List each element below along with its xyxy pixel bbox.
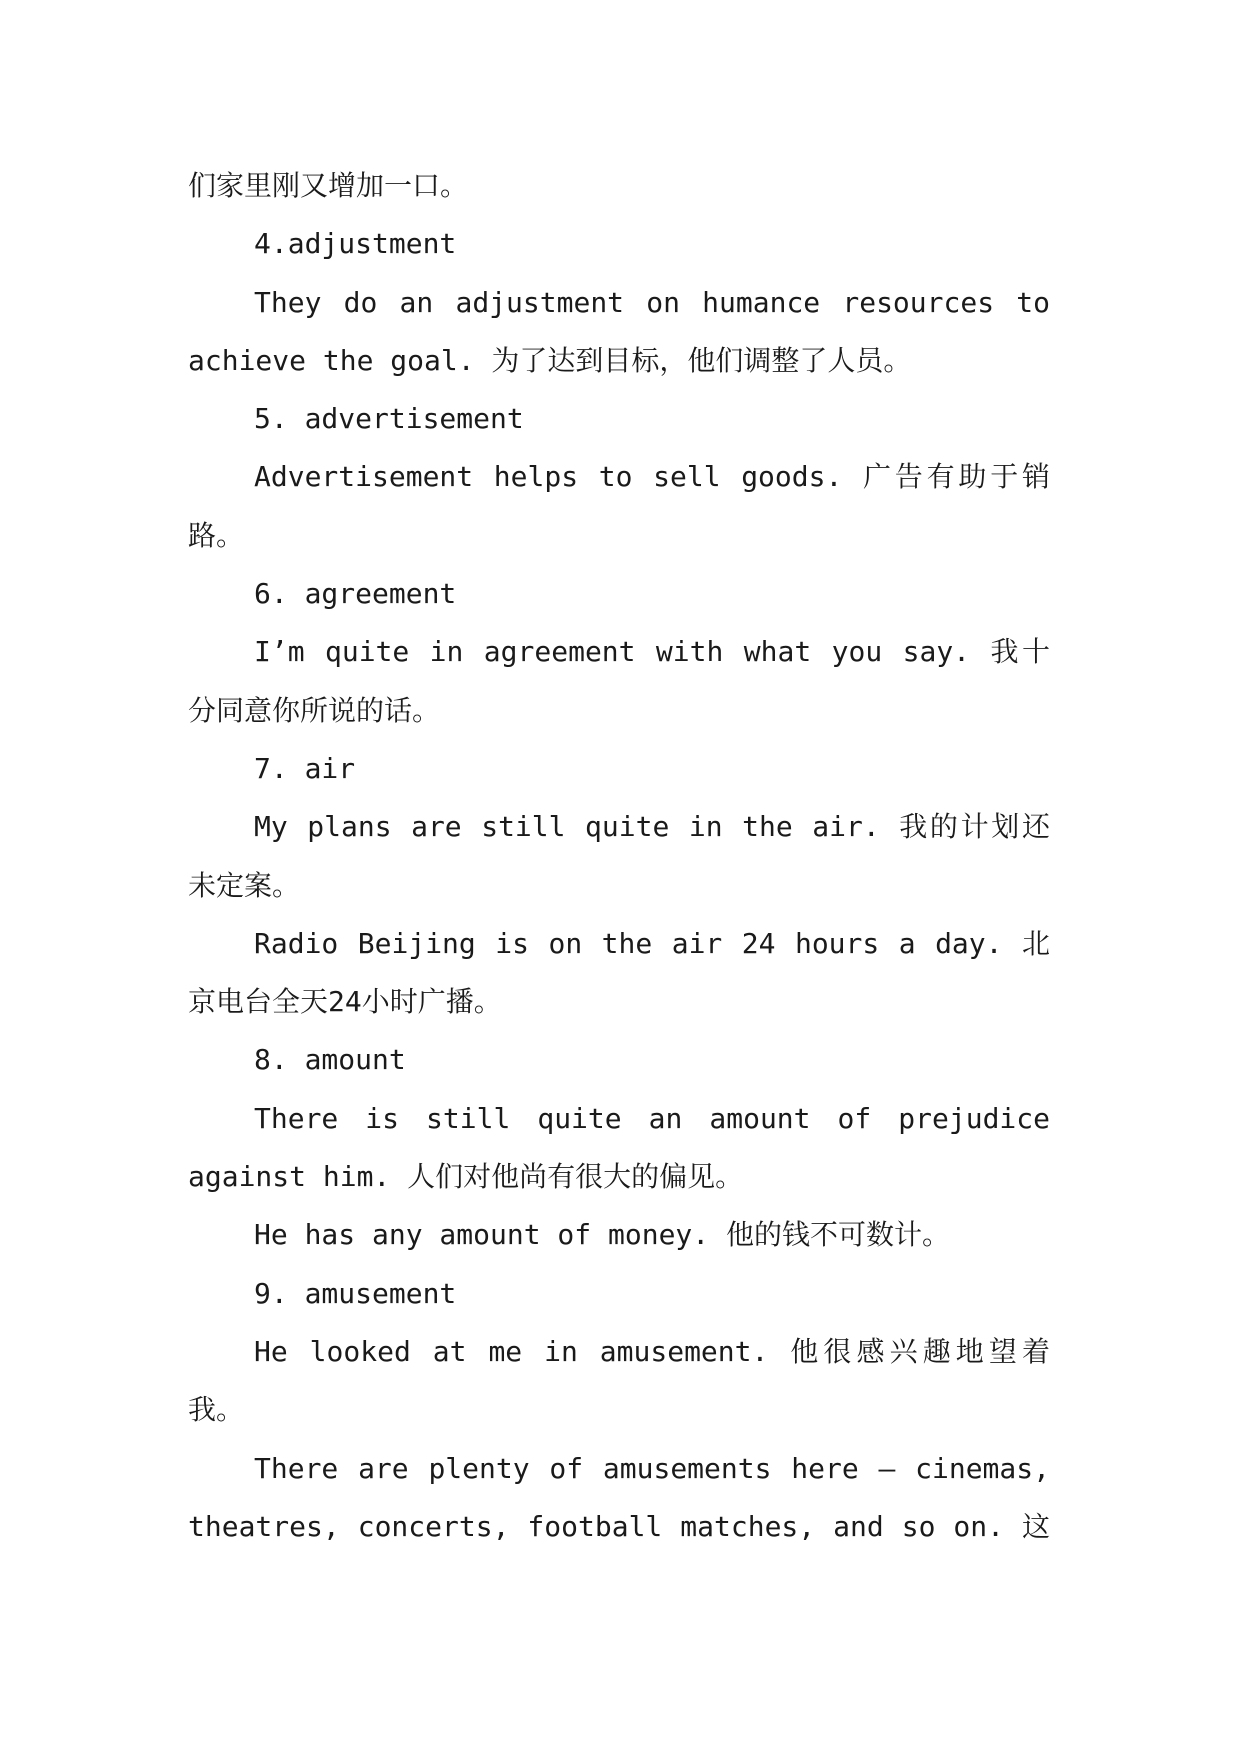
example-sentence: There are plenty of amusements here – cinemas, — [254, 1451, 1050, 1485]
entry-heading-adjustment: 4.adjustment — [254, 227, 457, 261]
entry-heading-agreement: 6. agreement — [254, 577, 457, 611]
entry-heading-amusement: 9. amusement — [254, 1276, 457, 1310]
entry-heading-advertisement: 5. advertisement — [254, 402, 524, 436]
example-sentence: There is still quite an amount of prejudice — [254, 1101, 1050, 1135]
example-sentence: Advertisement helps to sell goods. 广告有助于销 — [254, 460, 1050, 494]
example-sentence: My plans are still quite in the air. 我的计划还 — [254, 810, 1050, 844]
example-sentence: I’m quite in agreement with what you say. 我十 — [254, 635, 1050, 669]
example-sentence: Radio Beijing is on the air 24 hours a day. 北 — [254, 926, 1050, 960]
example-sentence-continuation: theatres, concerts, football matches, and so on. 这 — [188, 1509, 1050, 1543]
page-body — [188, 157, 1050, 1556]
example-sentence: He looked at me in amusement. 他很感兴趣地望着 — [254, 1334, 1050, 1368]
example-sentence-continuation: 我。 — [188, 1393, 245, 1427]
example-sentence-continuation: against him. 人们对他尚有很大的偏见。 — [188, 1160, 744, 1194]
example-sentence-continuation: achieve the goal. 为了达到目标，他们调整了人员。 — [188, 343, 912, 377]
paragraph-continuation: 们家里刚又增加一口。 — [188, 169, 469, 202]
example-sentence-continuation: 分同意你所说的话。 — [188, 693, 441, 727]
example-sentence: They do an adjustment on humance resources to — [254, 285, 1050, 319]
example-sentence-continuation: 未定案。 — [188, 868, 301, 902]
example-sentence-continuation: 路。 — [188, 518, 245, 552]
entry-heading-amount: 8. amount — [254, 1043, 406, 1077]
example-sentence-continuation: 京电台全天24小时广播。 — [188, 985, 502, 1019]
example-sentence: He has any amount of money. 他的钱不可数计。 — [254, 1218, 951, 1252]
entry-heading-air: 7. air — [254, 751, 356, 785]
